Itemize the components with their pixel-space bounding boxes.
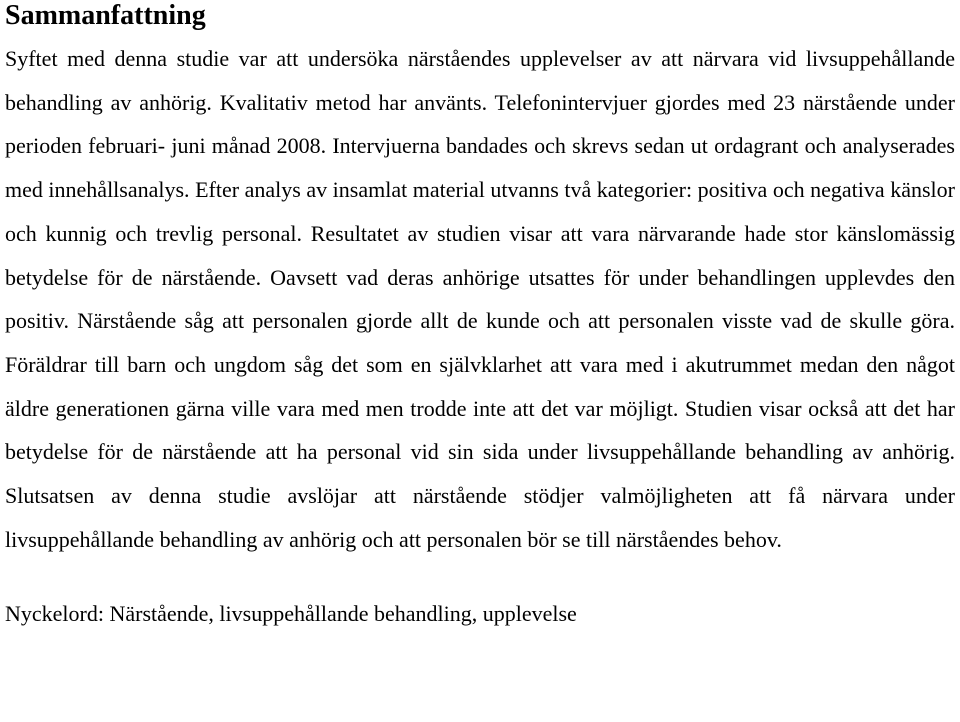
document-page <box>5 0 955 627</box>
section-heading: Sammanfattning <box>5 0 206 31</box>
keywords-line: Nyckelord: Närstående, livsuppehållande behandling, upplevelse <box>5 601 577 627</box>
abstract-paragraph: Syftet med denna studie var att undersöka närståendes upplevelser av att närvara vid livsuppehållande behandling av anhörig. Kvalitativ metod har använts. Telefonintervjuer gjordes med 23 närstående under perioden februari- juni månad 2008. Intervjuerna bandades och skrevs sedan ut ordagrant och analyserades med innehållsanalys. Efter analys av insamlat material utvanns två kategorier: positiva och negativa känslor och kunnig och trevlig personal. Resultatet av studien visar att vara närvarande hade stor känslomässig betydelse för de närstående. Oavsett vad deras anhörige utsattes för under behandlingen upplevdes den positiv. Närstående såg att personalen gjorde allt de kunde och att personalen visste vad de skulle göra. Föräldrar till barn och ungdom såg det som en självklarhet att vara med i akutrummet medan den något äldre generationen gärna ville vara med men trodde inte att det var möjligt. Studien visar också att det har betydelse för de närstående att ha personal vid sin sida under livsuppehållande behandling av anhörig. Slutsatsen av denna studie avslöjar att närstående stödjer valmöjligheten att få närvara under livsuppehållande behandling av anhörig och att personalen bör se till närståendes behov. <box>5 46 955 552</box>
